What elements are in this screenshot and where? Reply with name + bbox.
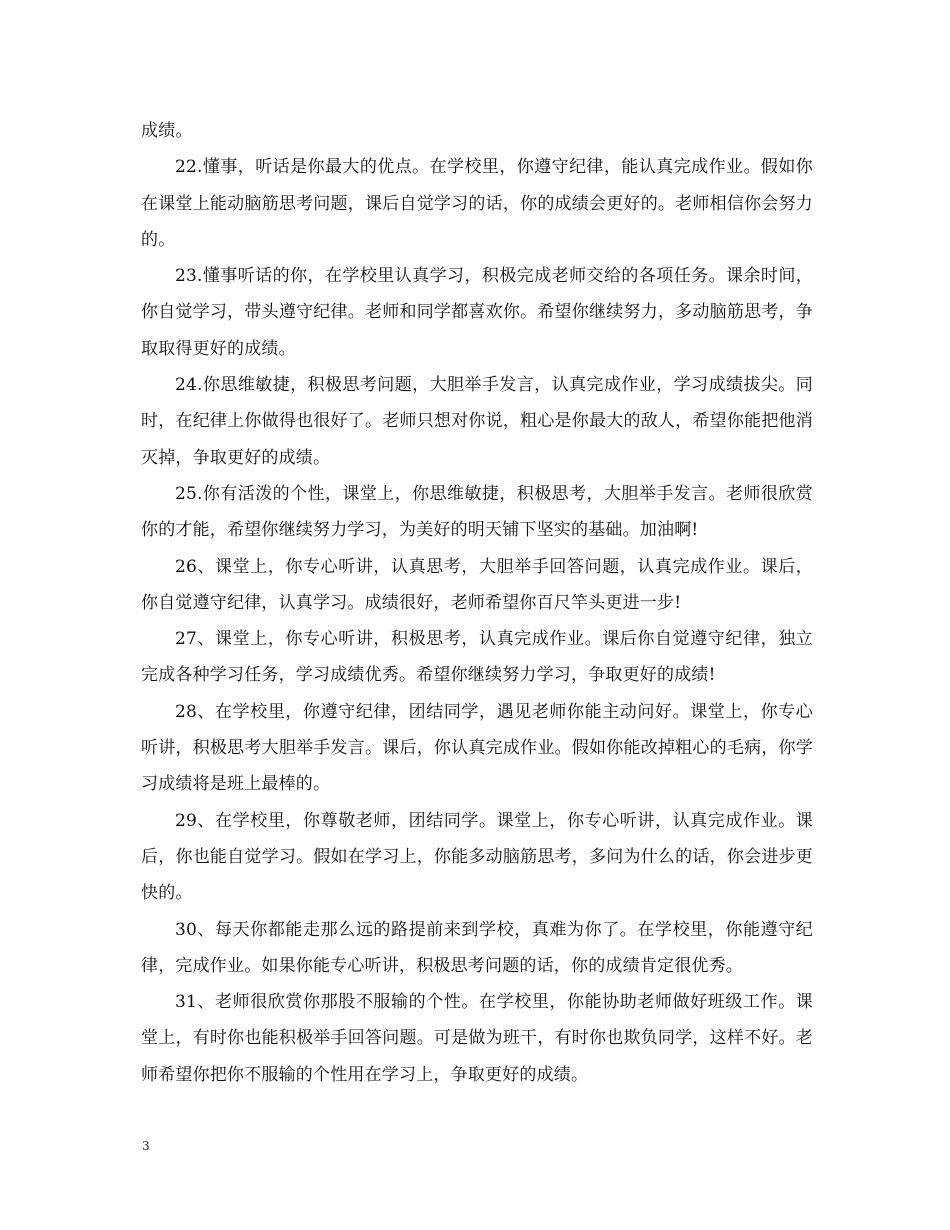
paragraph-22: 22.懂事，听话是你最大的优点。在学校里，你遵守纪律，能认真完成作业。假如你在课堂上能动脑筋思考问题，课后自觉学习的话，你的成绩会更好的。老师相信你会努力的。 — [141, 157, 813, 250]
paragraph-27: 27、课堂上，你专心听讲，积极思考，认真完成作业。课后你自觉遵守纪律，独立完成各种学习任务，学习成绩优秀。希望你继续努力学习，争取更好的成绩! — [141, 629, 813, 686]
paragraph-30: 30、每天你都能走那么远的路提前来到学校，真难为你了。在学校里，你能遵守纪律，完成作业。如果你能专心听讲，积极思考问题的话，你的成绩肯定很优秀。 — [141, 919, 813, 976]
paragraph-29: 29、在学校里，你尊敬老师，团结同学。课堂上，你专心听讲，认真完成作业。课后，你也能自觉学习。假如在学习上，你能多动脑筋思考，多问为什么的话，你会进步更快的。 — [141, 810, 813, 904]
paragraph-26: 26、课堂上，你专心听讲，认真思考，大胆举手回答问题，认真完成作业。课后，你自觉遵守纪律，认真学习。成绩很好，老师希望你百尺竿头更进一步! — [141, 556, 813, 613]
paragraph-24: 24.你思维敏捷，积极思考问题，大胆举手发言，认真完成作业，学习成绩拔尖。同时，在纪律上你做得也很好了。老师只想对你说，粗心是你最大的敌人，希望你能把他消灭掉，争取更好的成绩。 — [141, 375, 813, 468]
document-body — [141, 113, 813, 1093]
paragraph-25: 25.你有活泼的个性，课堂上，你思维敏捷，积极思考，大胆举手发言。老师很欣赏你的才能，希望你继续努力学习，为美好的明天铺下坚实的基础。加油啊! — [141, 483, 813, 541]
paragraph-continuation: 成绩。 — [141, 121, 193, 141]
page-number: 3 — [142, 1139, 150, 1153]
paragraph-31: 31、老师很欣赏你那股不服输的个性。在学校里，你能协助老师做好班级工作。课堂上，有时你也能积极举手回答问题。可是做为班干，有时你也欺负同学，这样不好。老师希望你把你不服输的个性用在学习上，争取更好的成绩。 — [141, 992, 813, 1085]
paragraph-28: 28、在学校里，你遵守纪律，团结同学，遇见老师你能主动问好。课堂上，你专心听讲，积极思考大胆举手发言。课后，你认真完成作业。假如你能改掉粗心的毛病，你学习成绩将是班上最棒的。 — [141, 701, 813, 795]
paragraph-23: 23.懂事听话的你，在学校里认真学习，积极完成老师交给的各项任务。课余时间，你自觉学习，带头遵守纪律。老师和同学都喜欢你。希望你继续努力，多动脑筋思考，争取取得更好的成绩。 — [141, 266, 813, 359]
